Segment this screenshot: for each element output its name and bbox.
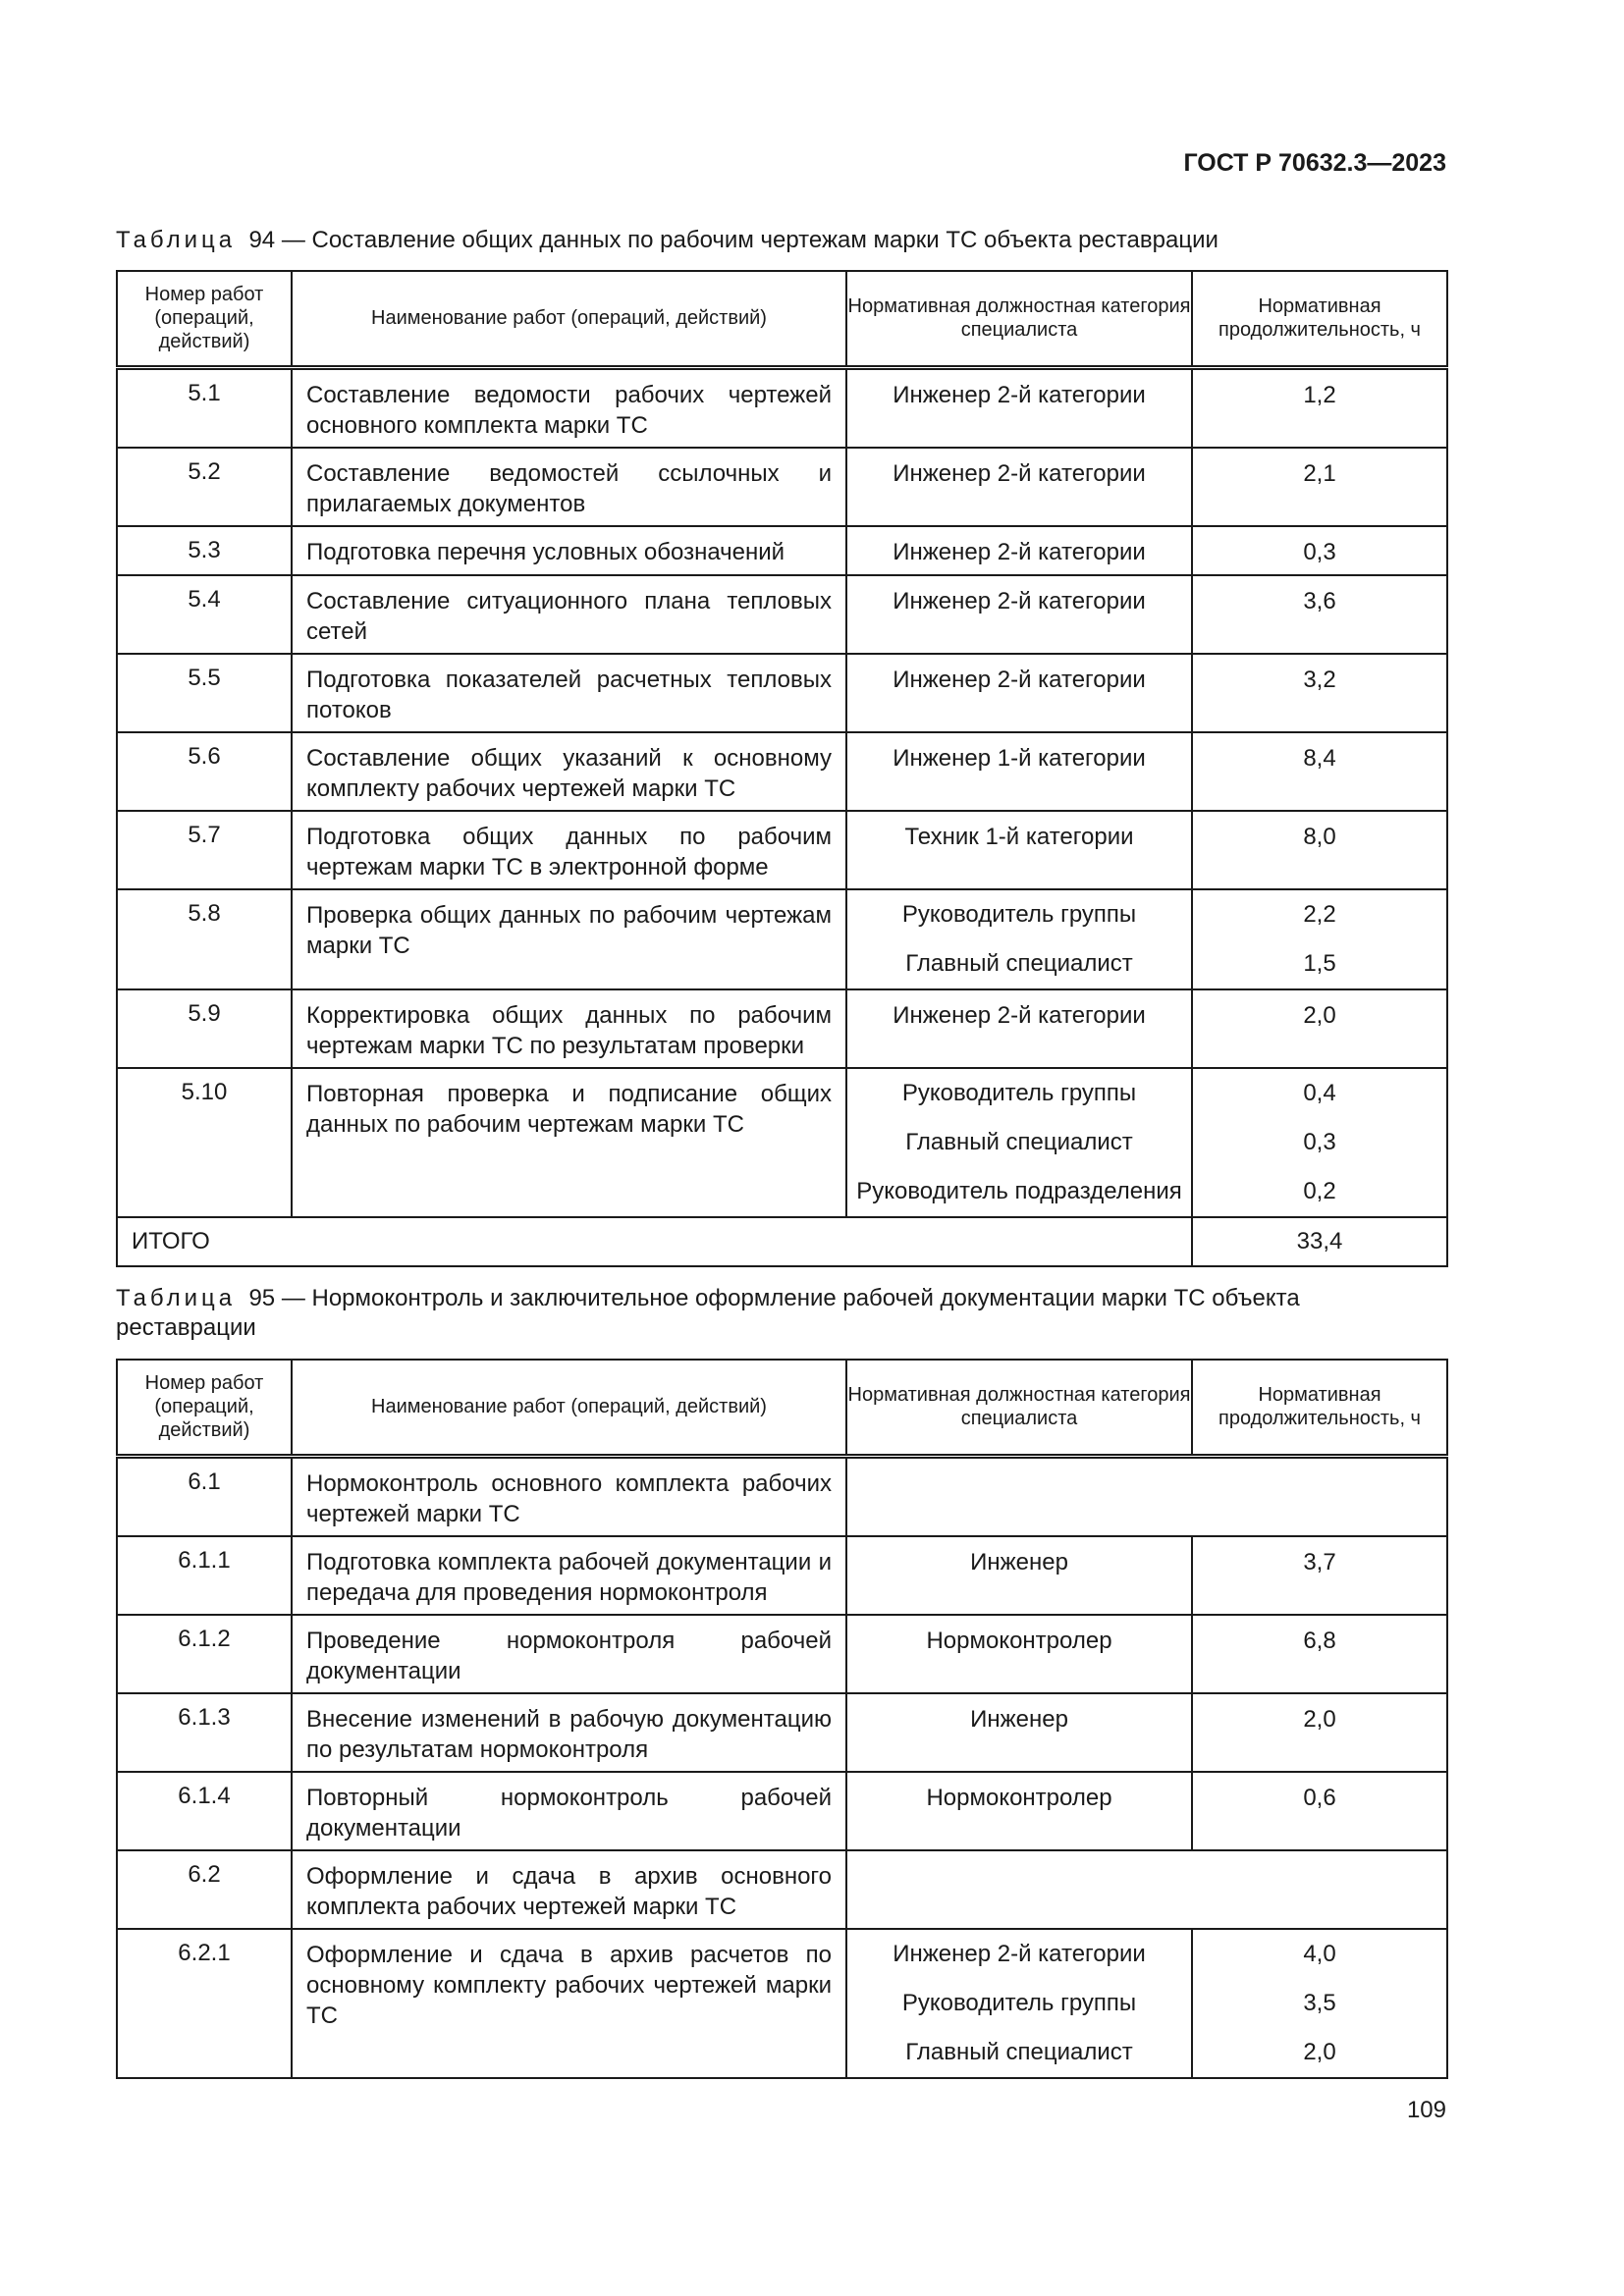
row-number: 5.5: [117, 654, 292, 732]
row-number: 5.4: [117, 575, 292, 654]
category-item: Инженер 1-й категории: [893, 744, 1146, 772]
row-name: Проверка общих данных по рабочим чертежам марки ТС: [292, 889, 846, 989]
duration-item: 2,0: [1303, 2038, 1336, 2065]
caption-text: 95 — Нормоконтроль и заключительное оформление рабочей документации марки ТС объекта реставрации: [116, 1285, 1300, 1341]
row-number: 6.1: [117, 1456, 292, 1536]
row-duration: [1192, 1536, 1447, 1615]
category-item: Нормоконтролер: [926, 1784, 1112, 1811]
category-item: Инженер: [970, 1548, 1068, 1575]
duration-item: 0,2: [1303, 1177, 1336, 1204]
category-item: Главный специалист: [905, 2038, 1133, 2065]
row-category: [846, 1772, 1192, 1850]
row-duration: [1192, 1615, 1447, 1693]
row-number: 6.1.3: [117, 1693, 292, 1772]
table-row: [117, 1929, 1447, 2078]
column-header-num: Номер работ (операций, действий): [117, 1360, 292, 1456]
table-row: [117, 1615, 1447, 1693]
duration-item: 0,4: [1303, 1079, 1336, 1106]
row-name: Составление общих указаний к основному комплекту рабочих чертежей марки ТС: [292, 732, 846, 811]
document-code: ГОСТ Р 70632.3—2023: [1183, 149, 1446, 177]
row-name: Оформление и сдача в архив расчетов по основному комплекту рабочих чертежей марки ТС: [292, 1929, 846, 2078]
category-item: Инженер 2-й категории: [893, 459, 1146, 487]
row-name: Подготовка перечня условных обозначений: [292, 526, 846, 575]
row-number: 6.2.1: [117, 1929, 292, 2078]
row-duration: [1192, 811, 1447, 889]
row-duration: [1192, 1068, 1447, 1217]
row-category: [846, 1615, 1192, 1693]
row-duration: [1192, 1693, 1447, 1772]
row-number: 5.8: [117, 889, 292, 989]
duration-item: 3,5: [1303, 1989, 1336, 2016]
duration-item: 8,4: [1303, 744, 1336, 772]
category-item: Руководитель группы: [901, 900, 1137, 928]
row-name: Подготовка комплекта рабочей документации и передача для проведения нормоконтроля: [292, 1536, 846, 1615]
row-empty-cell: [846, 1850, 1447, 1929]
row-duration: [1192, 1929, 1447, 2078]
row-duration: [1192, 989, 1447, 1068]
category-item: Руководитель группы: [901, 1989, 1137, 2016]
row-name: Проведение нормоконтроля рабочей документации: [292, 1615, 846, 1693]
category-item: Инженер 2-й категории: [893, 666, 1146, 693]
row-duration: [1192, 654, 1447, 732]
table-row: [117, 1693, 1447, 1772]
row-name: Подготовка общих данных по рабочим чертежам марки ТС в электронной форме: [292, 811, 846, 889]
row-name: Внесение изменений в рабочую документацию по результатам нормоконтроля: [292, 1693, 846, 1772]
duration-item: 2,1: [1303, 459, 1336, 487]
total-value: 33,4: [1192, 1217, 1447, 1266]
table-95-body: [117, 1456, 1447, 2078]
category-item: Инженер 2-й категории: [893, 1001, 1146, 1029]
row-category: [846, 1536, 1192, 1615]
category-item: Руководитель подразделения: [856, 1177, 1182, 1204]
column-header-num: Номер работ (операций, действий): [117, 271, 292, 367]
table-row: [117, 1536, 1447, 1615]
row-name: Составление ведомостей ссылочных и прилагаемых документов: [292, 448, 846, 526]
row-name: Составление ситуационного плана тепловых сетей: [292, 575, 846, 654]
row-category: [846, 654, 1192, 732]
row-name: Составление ведомости рабочих чертежей основного комплекта марки ТС: [292, 367, 846, 448]
duration-item: 0,6: [1303, 1784, 1336, 1811]
row-number: 6.1.2: [117, 1615, 292, 1693]
duration-item: 3,7: [1303, 1548, 1336, 1575]
table-row: [117, 1850, 1447, 1929]
row-number: 6.1.4: [117, 1772, 292, 1850]
category-item: Техник 1-й категории: [904, 823, 1134, 850]
row-name: Повторный нормоконтроль рабочей документации: [292, 1772, 846, 1850]
row-number: 5.1: [117, 367, 292, 448]
row-name: Корректировка общих данных по рабочим чертежам марки ТС по результатам проверки: [292, 989, 846, 1068]
table-row: [117, 526, 1447, 575]
category-item: Главный специалист: [905, 949, 1133, 977]
row-category: [846, 811, 1192, 889]
table-row: [117, 889, 1447, 989]
category-item: Руководитель группы: [901, 1079, 1137, 1106]
row-duration: [1192, 575, 1447, 654]
duration-item: 1,5: [1303, 949, 1336, 977]
row-number: 6.2: [117, 1850, 292, 1929]
table-row: [117, 989, 1447, 1068]
row-duration: [1192, 1772, 1447, 1850]
row-category: [846, 1929, 1192, 2078]
row-duration: [1192, 526, 1447, 575]
row-duration: [1192, 889, 1447, 989]
duration-item: 3,2: [1303, 666, 1336, 693]
row-number: 5.3: [117, 526, 292, 575]
column-header-category: Нормативная должностная категория специалиста: [846, 271, 1192, 367]
column-header-category: Нормативная должностная категория специалиста: [846, 1360, 1192, 1456]
category-item: Инженер: [970, 1705, 1068, 1733]
row-duration: [1192, 732, 1447, 811]
table-95: [116, 1359, 1448, 2079]
row-category: [846, 1068, 1192, 1217]
caption-label: Таблица: [116, 227, 237, 253]
row-category: [846, 989, 1192, 1068]
row-number: 5.7: [117, 811, 292, 889]
row-name: Нормоконтроль основного комплекта рабочих чертежей марки ТС: [292, 1456, 846, 1536]
row-category: [846, 575, 1192, 654]
row-duration: [1192, 367, 1447, 448]
row-category: [846, 889, 1192, 989]
column-header-duration: Нормативная продолжительность, ч: [1192, 1360, 1447, 1456]
total-row: [117, 1217, 1447, 1266]
duration-item: 2,0: [1303, 1001, 1336, 1029]
row-number: 5.10: [117, 1068, 292, 1217]
row-empty-cell: [846, 1456, 1447, 1536]
category-item: Инженер 2-й категории: [893, 381, 1146, 408]
table-row: [117, 575, 1447, 654]
caption-text: 94 — Составление общих данных по рабочим чертежам марки ТС объекта реставрации: [248, 227, 1218, 253]
column-header-name: Наименование работ (операций, действий): [292, 271, 846, 367]
duration-item: 0,3: [1303, 1128, 1336, 1155]
table-95-caption: [116, 1284, 1446, 1343]
duration-item: 1,2: [1303, 381, 1336, 408]
table-row: [117, 1068, 1447, 1217]
row-category: [846, 367, 1192, 448]
row-name: Повторная проверка и подписание общих данных по рабочим чертежам марки ТС: [292, 1068, 846, 1217]
column-header-duration: Нормативная продолжительность, ч: [1192, 271, 1447, 367]
row-name: Оформление и сдача в архив основного комплекта рабочих чертежей марки ТС: [292, 1850, 846, 1929]
page-number: 109: [1406, 2097, 1446, 2123]
row-name: Подготовка показателей расчетных тепловых потоков: [292, 654, 846, 732]
duration-item: 2,0: [1303, 1705, 1336, 1733]
category-item: Инженер 2-й категории: [893, 538, 1146, 565]
table-row: [117, 811, 1447, 889]
row-number: 5.2: [117, 448, 292, 526]
caption-label: Таблица: [116, 1285, 237, 1311]
table-row: [117, 367, 1447, 448]
column-header-name: Наименование работ (операций, действий): [292, 1360, 846, 1456]
row-category: [846, 448, 1192, 526]
table-94-caption: [116, 226, 1446, 255]
table-row: [117, 448, 1447, 526]
duration-item: 8,0: [1303, 823, 1336, 850]
row-category: [846, 1693, 1192, 1772]
row-category: [846, 526, 1192, 575]
table-94-body: [117, 367, 1447, 1266]
table-row: [117, 1456, 1447, 1536]
category-item: Главный специалист: [905, 1128, 1133, 1155]
row-number: 6.1.1: [117, 1536, 292, 1615]
table-row: [117, 732, 1447, 811]
table-row: [117, 654, 1447, 732]
category-item: Инженер 2-й категории: [893, 587, 1146, 614]
duration-item: 2,2: [1303, 900, 1336, 928]
duration-item: 4,0: [1303, 1940, 1336, 1967]
row-duration: [1192, 448, 1447, 526]
duration-item: 0,3: [1303, 538, 1336, 565]
category-item: Нормоконтролер: [926, 1627, 1112, 1654]
table-94: [116, 270, 1448, 1267]
total-label: ИТОГО: [117, 1217, 1192, 1266]
duration-item: 6,8: [1303, 1627, 1336, 1654]
row-number: 5.6: [117, 732, 292, 811]
table-row: [117, 1772, 1447, 1850]
duration-item: 3,6: [1303, 587, 1336, 614]
category-item: Инженер 2-й категории: [893, 1940, 1146, 1967]
row-category: [846, 732, 1192, 811]
row-number: 5.9: [117, 989, 292, 1068]
